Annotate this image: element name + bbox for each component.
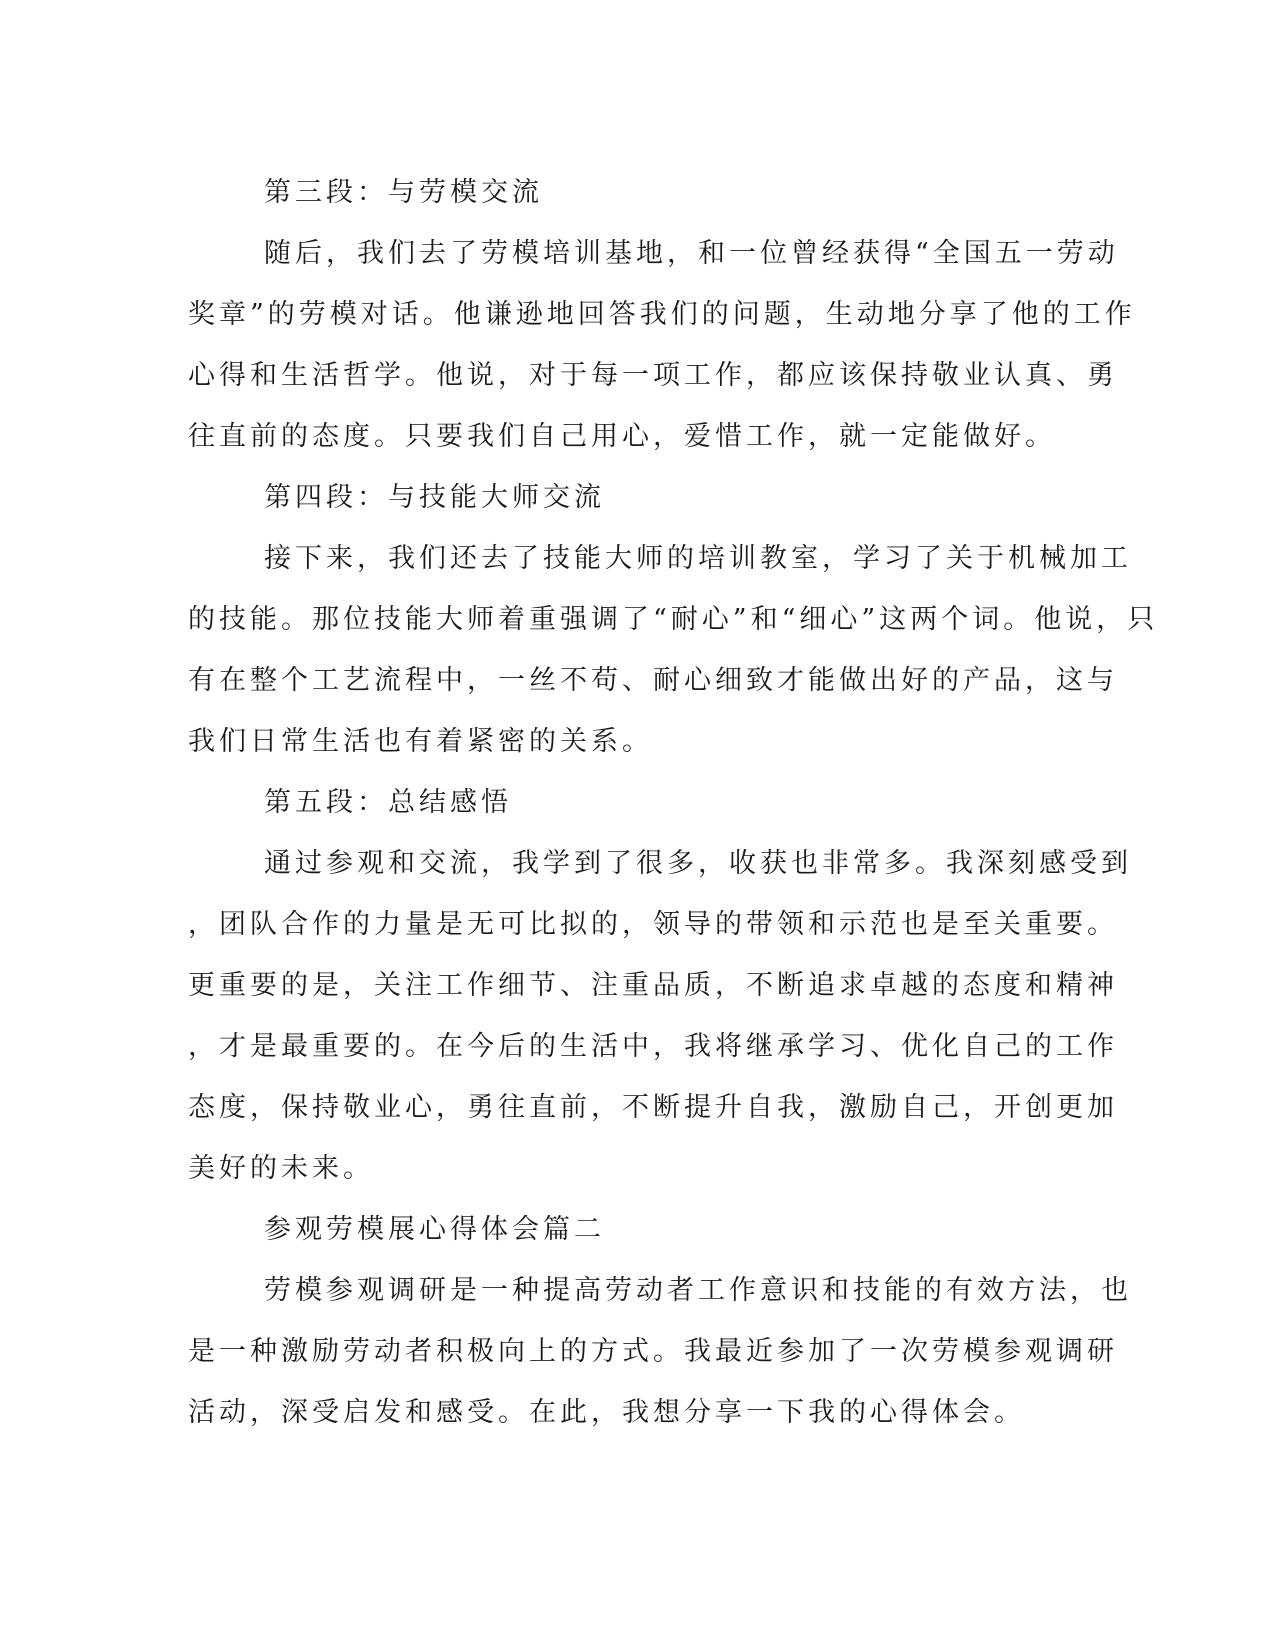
section-heading-5: 第五段：总结感悟 — [264, 787, 512, 818]
paragraph-line: 态度，保持敬业心，勇往直前，不断提升自我，激励自己，开创更加 — [188, 1092, 1118, 1123]
paragraph-line: 奖章”的劳模对话。他谦逊地回答我们的问题，生动地分享了他的工作 — [188, 299, 1136, 330]
paragraph-line: 我们日常生活也有着紧密的关系。 — [188, 726, 653, 757]
paragraph-line: 活动，深受启发和感受。在此，我想分享一下我的心得体会。 — [188, 1397, 1025, 1428]
section-heading-4: 第四段：与技能大师交流 — [264, 482, 605, 513]
paragraph-line: 有在整个工艺流程中，一丝不苟、耐心细致才能做出好的产品，这与 — [188, 665, 1118, 696]
paragraph-line: 心得和生活哲学。他说，对于每一项工作，都应该保持敬业认真、勇 — [188, 360, 1118, 391]
paragraph-line: 往直前的态度。只要我们自己用心，爱惜工作，就一定能做好。 — [188, 421, 1056, 452]
section-heading-3: 第三段：与劳模交流 — [264, 177, 543, 208]
paragraph-line: 随后，我们去了劳模培训基地，和一位曾经获得“全国五一劳动 — [264, 238, 1119, 269]
paragraph-line: 美好的未来。 — [188, 1153, 374, 1184]
paragraph-line: 劳模参观调研是一种提高劳动者工作意识和技能的有效方法，也 — [264, 1275, 1132, 1306]
document-body — [188, 162, 1159, 1443]
paragraph-line: 的技能。那位技能大师着重强调了“耐心”和“细心”这两个词。他说，只 — [188, 604, 1159, 635]
paragraph-line: 更重要的是，关注工作细节、注重品质，不断追求卓越的态度和精神 — [188, 970, 1118, 1001]
paragraph-line: ，才是最重要的。在今后的生活中，我将继承学习、优化自己的工作 — [188, 1031, 1118, 1062]
paragraph-line: 通过参观和交流，我学到了很多，收获也非常多。我深刻感受到 — [264, 848, 1132, 879]
paragraph-line: ，团队合作的力量是无可比拟的，领导的带领和示范也是至关重要。 — [188, 909, 1118, 940]
paragraph-line: 接下来，我们还去了技能大师的培训教室，学习了关于机械加工 — [264, 543, 1132, 574]
article-title-part-two: 参观劳模展心得体会篇二 — [264, 1214, 605, 1245]
paragraph-line: 是一种激励劳动者积极向上的方式。我最近参加了一次劳模参观调研 — [188, 1336, 1118, 1367]
